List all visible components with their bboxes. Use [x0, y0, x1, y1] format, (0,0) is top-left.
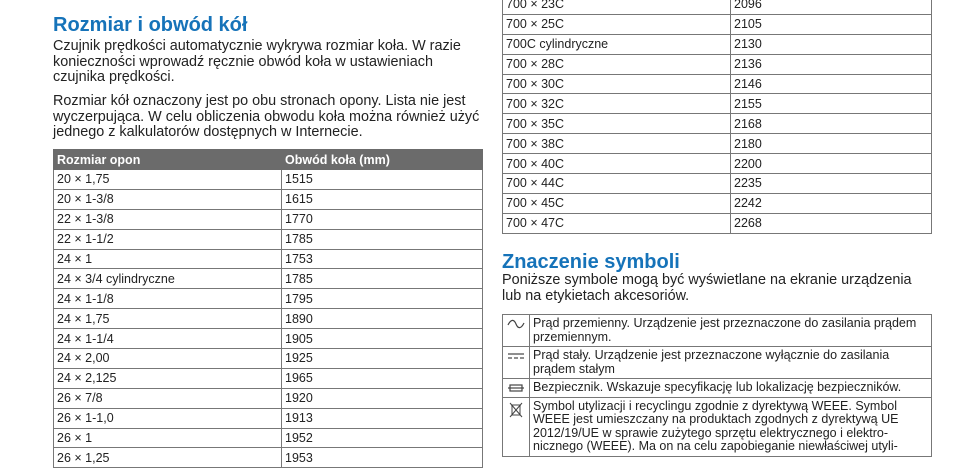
circumference-cell: 2168 — [731, 114, 932, 134]
table-row — [54, 170, 483, 190]
circumference-cell: 1515 — [282, 170, 483, 190]
table-row — [54, 289, 483, 309]
tire-size-cell: 24 × 1-1/8 — [54, 289, 282, 309]
dc-current-icon — [503, 347, 530, 379]
circumference-cell: 1753 — [282, 249, 483, 269]
table-row — [503, 0, 932, 14]
symbols-section-title: Znaczenie symboli — [502, 251, 680, 273]
circumference-cell: 2136 — [731, 54, 932, 74]
table-row — [54, 229, 483, 249]
fuse-icon — [503, 379, 530, 398]
table-row — [54, 249, 483, 269]
table-row — [54, 448, 483, 468]
tire-size-cell: 700 × 30C — [503, 74, 731, 94]
circumference-cell: 2130 — [731, 34, 932, 54]
circumference-cell: 1965 — [282, 368, 483, 388]
symbol-row — [503, 315, 932, 347]
circumference-cell: 2105 — [731, 14, 932, 34]
header-circumference: Obwód koła (mm) — [282, 150, 483, 170]
circumference-cell: 1925 — [282, 349, 483, 369]
symbol-row — [503, 347, 932, 379]
circumference-cell: 2155 — [731, 94, 932, 114]
wheel-note-paragraph: Rozmiar kół oznaczony jest po obu stronach opony. Lista nie jest wyczerpująca. W celu obliczenia obwodu koła można również użyć jednego z kalkulatorów dostępnych w Internecie. — [53, 93, 480, 140]
table-row — [503, 193, 932, 213]
wheel-section-title: Rozmiar i obwód kół — [53, 14, 248, 36]
table-header-row — [54, 150, 483, 170]
symbols-intro-paragraph: Poniższe symbole mogą być wyświetlane na ekranie urządzenia lub na etykietach akcesoriów. — [502, 272, 912, 304]
symbol-row — [503, 397, 932, 456]
tire-size-cell: 26 × 7/8 — [54, 388, 282, 408]
wheel-size-table-continued — [502, 0, 932, 234]
tire-size-cell: 24 × 3/4 cylindryczne — [54, 269, 282, 289]
tire-size-cell: 700 × 40C — [503, 154, 731, 174]
table-row — [54, 329, 483, 349]
tire-size-cell: 700 × 45C — [503, 193, 731, 213]
table-row — [503, 54, 932, 74]
circumference-cell: 1795 — [282, 289, 483, 309]
table-row — [503, 94, 932, 114]
table-row — [503, 174, 932, 194]
circumference-cell: 1615 — [282, 189, 483, 209]
table-row — [54, 428, 483, 448]
table-row — [54, 209, 483, 229]
tire-size-cell: 700C cylindryczne — [503, 34, 731, 54]
table-row — [503, 213, 932, 233]
circumference-cell: 1905 — [282, 329, 483, 349]
tire-size-cell: 24 × 1 — [54, 249, 282, 269]
table-row — [503, 154, 932, 174]
tire-size-cell: 24 × 1-1/4 — [54, 329, 282, 349]
circumference-cell: 1953 — [282, 448, 483, 468]
symbol-description: Prąd stały. Urządzenie jest przeznaczone wyłącznie do zasilania prądem stałym — [530, 347, 932, 379]
table-row — [503, 34, 932, 54]
table-row — [503, 114, 932, 134]
circumference-cell: 1890 — [282, 309, 483, 329]
circumference-cell: 1952 — [282, 428, 483, 448]
weee-bin-icon — [503, 397, 530, 456]
table-row — [54, 368, 483, 388]
tire-size-cell: 700 × 35C — [503, 114, 731, 134]
tire-size-cell: 24 × 2,00 — [54, 349, 282, 369]
circumference-cell: 1913 — [282, 408, 483, 428]
tire-size-cell: 700 × 23C — [503, 0, 731, 14]
circumference-cell: 2096 — [731, 0, 932, 14]
table-row — [503, 134, 932, 154]
wheel-intro-paragraph: Czujnik prędkości automatycznie wykrywa rozmiar koła. W razie konieczności wprowadź ręcznie obwód koła w ustawieniach czujnika prędkości. — [53, 38, 461, 85]
circumference-cell: 1785 — [282, 269, 483, 289]
tire-size-cell: 26 × 1-1,0 — [54, 408, 282, 428]
symbol-row — [503, 379, 932, 398]
circumference-cell: 2242 — [731, 193, 932, 213]
table-row — [54, 388, 483, 408]
header-tire-size: Rozmiar opon — [54, 150, 282, 170]
symbol-description: Prąd przemienny. Urządzenie jest przeznaczone do zasilania prądem przemiennym. — [530, 315, 932, 347]
tire-size-cell: 26 × 1 — [54, 428, 282, 448]
table-row — [54, 408, 483, 428]
wheel-size-table — [53, 149, 483, 468]
table-row — [503, 74, 932, 94]
circumference-cell: 2200 — [731, 154, 932, 174]
symbol-description: Symbol utylizacji i recyclingu zgodnie z dyrektywą WEEE. Symbol WEEE jest umieszczany na produktach zgodnych z dyrektywą UE 2012/19/UE w sprawie zużytego sprzętu elektrycznego i elektro-nicznego (WEEE). Ma on na celu zapobieganie niewłaściwej utyli- — [530, 397, 932, 456]
circumference-cell: 1920 — [282, 388, 483, 408]
circumference-cell: 2146 — [731, 74, 932, 94]
circumference-cell: 2268 — [731, 213, 932, 233]
tire-size-cell: 20 × 1,75 — [54, 170, 282, 190]
tire-size-cell: 700 × 44C — [503, 174, 731, 194]
tire-size-cell: 700 × 32C — [503, 94, 731, 114]
tire-size-cell: 24 × 2,125 — [54, 368, 282, 388]
table-row — [54, 269, 483, 289]
tire-size-cell: 700 × 38C — [503, 134, 731, 154]
tire-size-cell: 700 × 28C — [503, 54, 731, 74]
symbol-description: Bezpiecznik. Wskazuje specyfikację lub lokalizację bezpieczników. — [530, 379, 932, 398]
tire-size-cell: 700 × 47C — [503, 213, 731, 233]
table-row — [54, 189, 483, 209]
tire-size-cell: 26 × 1,25 — [54, 448, 282, 468]
circumference-cell: 2180 — [731, 134, 932, 154]
table-row — [54, 349, 483, 369]
circumference-cell: 2235 — [731, 174, 932, 194]
tire-size-cell: 22 × 1-3/8 — [54, 209, 282, 229]
symbols-table — [502, 314, 932, 457]
ac-current-icon — [503, 315, 530, 347]
tire-size-cell: 24 × 1,75 — [54, 309, 282, 329]
table-row — [54, 309, 483, 329]
tire-size-cell: 22 × 1-1/2 — [54, 229, 282, 249]
table-row — [503, 14, 932, 34]
tire-size-cell: 20 × 1-3/8 — [54, 189, 282, 209]
tire-size-cell: 700 × 25C — [503, 14, 731, 34]
circumference-cell: 1770 — [282, 209, 483, 229]
circumference-cell: 1785 — [282, 229, 483, 249]
